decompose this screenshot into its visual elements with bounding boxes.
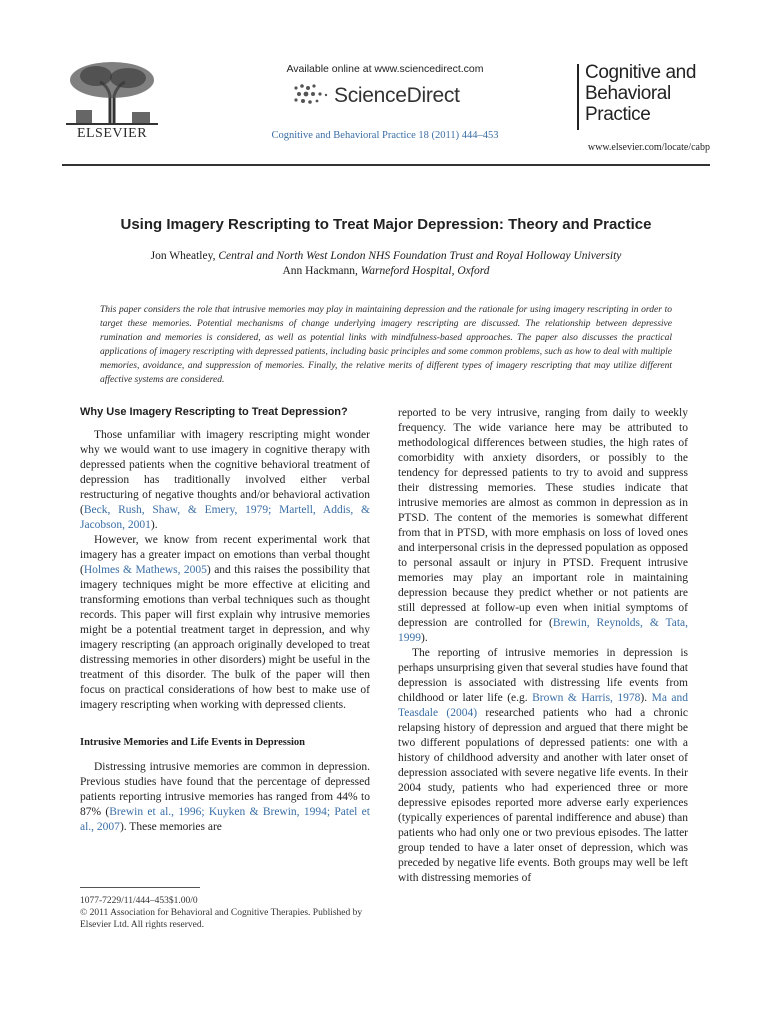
journal-logo-line: Behavioral: [585, 83, 671, 104]
journal-logo-line: Practice: [585, 104, 651, 125]
footnote-divider: [80, 887, 200, 888]
author-affiliation: Warneford Hospital, Oxford: [360, 265, 490, 277]
section-heading: Why Use Imagery Rescripting to Treat Depression?: [80, 406, 348, 418]
footnote-code: 1077-7229/11/444–453$1.00/0: [80, 896, 198, 906]
publisher-name: ELSEVIER: [76, 126, 148, 141]
author-line-2: [62, 264, 710, 279]
elsevier-tree-logo-icon: [62, 60, 162, 126]
citation-link[interactable]: Brewin et al., 1996; Kuyken & Brewin, 1994; Patel et al., 2007: [80, 806, 370, 833]
paragraph-text: ).: [421, 632, 428, 644]
paragraph-text: However, we know from recent experimental work that imagery has a greater impact on emotions than verbal thought (: [80, 534, 370, 576]
paragraph-text: The reporting of intrusive memories in depression is perhaps unsurprising given that several studies have found that depression is associated with distressing life events from childhood or later life (e.g.: [398, 647, 688, 704]
citation-link[interactable]: Brown & Harris, 1978: [532, 692, 641, 704]
right-column: [398, 406, 688, 886]
paragraph: [80, 428, 370, 533]
paragraph: [398, 646, 688, 886]
header-divider: [62, 164, 710, 166]
article-title: Using Imagery Rescripting to Treat Major Depression: Theory and Practice: [120, 216, 652, 233]
sciencedirect-wordmark: ScienceDirect: [334, 84, 460, 107]
citation-link[interactable]: Beck, Rush, Shaw, & Emery, 1979; Martell, Addis, & Jacobson, 2001: [80, 504, 370, 531]
citation-link[interactable]: Holmes & Mathews, 2005: [83, 564, 207, 576]
author-affiliation: Central and North West London NHS Foundation Trust and Royal Holloway University: [218, 250, 622, 262]
author-name: Ann Hackmann,: [282, 265, 358, 277]
paragraph-text: ).: [150, 519, 158, 531]
paragraph-text: ). These memories are: [119, 821, 222, 833]
author-name: Jon Wheatley,: [150, 250, 216, 262]
journal-logo-line: Cognitive and: [585, 62, 696, 83]
paragraph-text: reported to be very intrusive, ranging from daily to weekly frequency. The wide variance here may be attributed to methodological differences between studies, the high rates of comorbidity with anxiety disorders, or possibly to the tendency for depressed patients to try to avoid and suppress their distressing memories. These studies indicate that intrusive memories are almost as common in depression as in PTSD. The content of the memories is somewhat different from that in PTSD, with more emphasis on loss of loved ones and interpersonal crisis in the depressed population as opposed to personal assault or injury in PTSD. Frequent intrusive memories may play an important role in maintaining depression because they predict whether or not patients are still depressed at follow-up even when initial symptoms of depression are controlled for (: [398, 407, 688, 629]
journal-reference[interactable]: Cognitive and Behavioral Practice 18 (2011) 444–453: [271, 130, 499, 141]
citation-link[interactable]: Ma and Teasdale (2004): [398, 692, 688, 719]
author-list: [62, 249, 710, 279]
sciencedirect-logo: [290, 80, 490, 110]
paragraph: [398, 406, 688, 646]
footnote: [80, 895, 370, 931]
author-line-1: [62, 249, 710, 264]
journal-logo-bar: [577, 64, 579, 130]
journal-url-link[interactable]: www.elsevier.com/locate/cabp: [587, 142, 710, 153]
paragraph-text: Distressing intrusive memories are common in depression. Previous studies have found that the percentage of depressed patients reporting intrusive memories has ranged from 44% to 87% (: [80, 761, 370, 818]
paragraph-text: ) and this raises the possibility that imagery techniques might be more effective at eliciting and transforming emotions than verbal techniques such as thought records. This paper will first explain why intrusive memories might be a potential treatment target in depression, and why imagery rescripting (an approach originally developed to treat distressing memories in other disorders) might be useful in the treatment of this disorder. The bulk of the paper will then focus on practical considerations of how best to make use of imagery rescripting when working with depressed clients.: [80, 564, 370, 711]
paragraph: [80, 533, 370, 713]
journal-logo: [585, 62, 705, 125]
left-column: [80, 405, 370, 835]
copyright-text: © 2011 Association for Behavioral and Cognitive Therapies. Published by Elsevier Ltd. All rights reserved.: [80, 908, 363, 930]
available-online-text[interactable]: Available online at www.sciencedirect.com: [286, 63, 484, 75]
paragraph-text: researched patients who had a chronic relapsing history of depression and argued that there might be two different populations of depressed patients: one with a history of childhood adversity and another with later onset of depression associated with severe negative life events. In their 2004 study, patients who had experienced three or more depressive episodes reported more adverse early experiences (typically experiences of parental indifference and abuse) than patients who had only one or two previous episodes. The latter group tended to have a later onset of depression, which was preceded by negative life events. Both groups may well be left with distressing memories of: [398, 707, 689, 884]
sciencedirect-dots-icon: [290, 80, 334, 110]
subsection-heading: Intrusive Memories and Life Events in Depression: [80, 737, 305, 748]
paragraph: [80, 760, 370, 835]
abstract: This paper considers the role that intrusive memories may play in maintaining depression and the rationale for using imagery rescripting in order to target these memories. Potential mechanisms of change underlying imagery rescripting are discussed. The relationship between depressive rumination and memories is considered, as well as potential links with mindfulness-based approaches. The paper also discusses the practical applications of imagery rescripting with depressed patients, including basic principles and some common problems, such as how to deal with multiple memories, avoidance, and suppression of memories. Finally, the relative merits of different types of imagery rescripting that may utilize different affective systems are considered.: [100, 305, 672, 385]
citation-link[interactable]: Brewin, Reynolds, & Tata, 1999: [398, 617, 688, 644]
paragraph-text: ).: [640, 692, 652, 704]
paragraph-text: Those unfamiliar with imagery rescripting might wonder why we would want to use imagery in cognitive therapy with depressed patients when the cognitive behavioral treatment of depression has traditionally involved either verbal restructuring of negative thoughts and/or behavioral activation (: [80, 429, 370, 516]
